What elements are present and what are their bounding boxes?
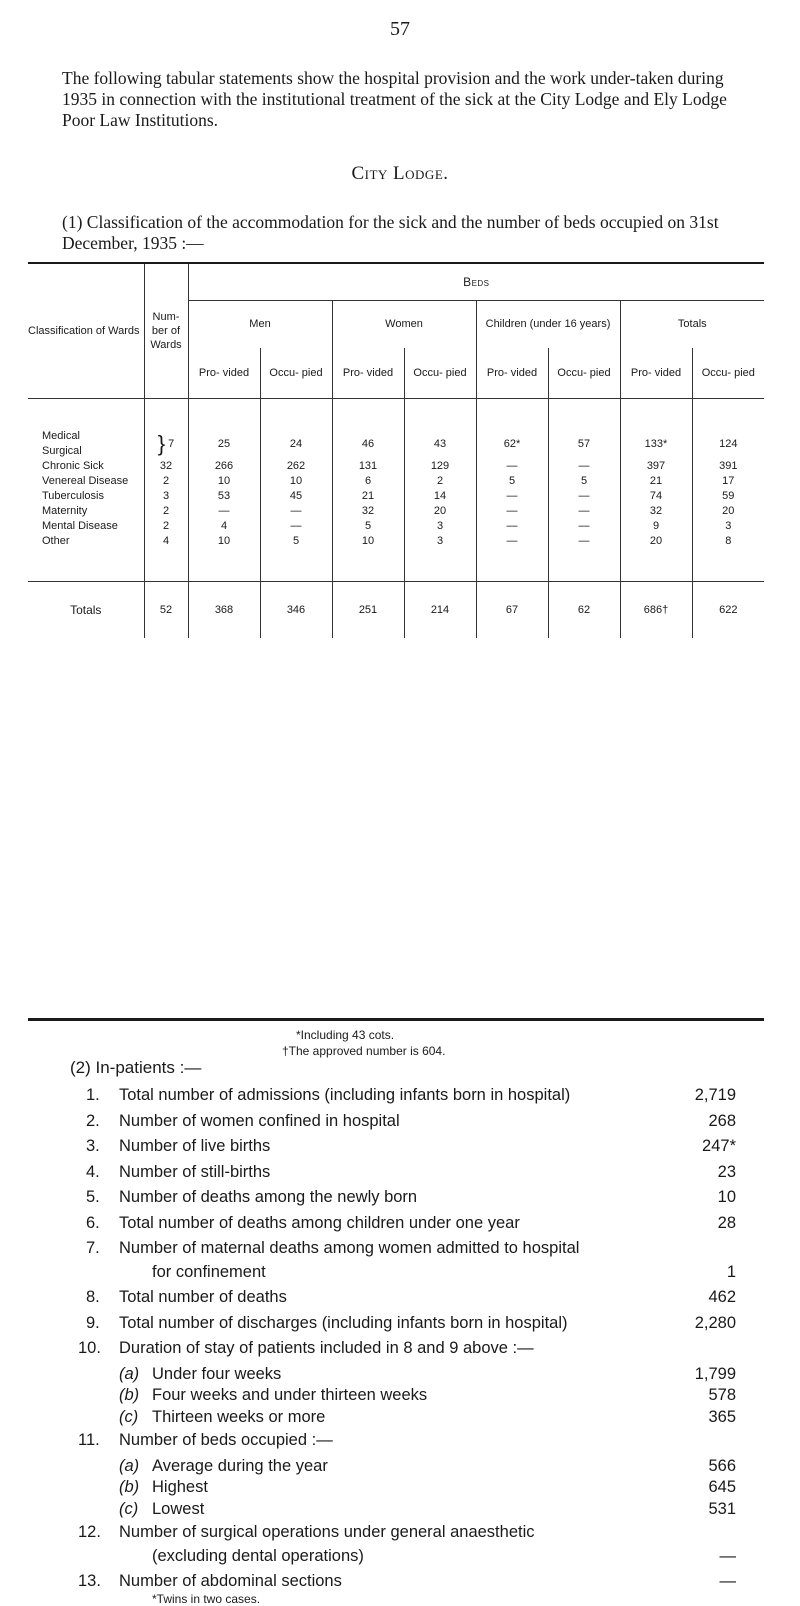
women-occupied: 43 (404, 429, 476, 459)
men-occupied: 5 (260, 534, 332, 549)
table-row (28, 459, 764, 474)
ward-count: 32 (144, 459, 188, 474)
footnote-cots: *Including 43 cots. (296, 1028, 395, 1042)
item-number: 8. (86, 1288, 100, 1306)
table-row (28, 474, 764, 489)
ward-name: Tuberculosis (42, 490, 104, 502)
totals-occupied: 3 (692, 519, 764, 534)
children-occupied: — (548, 489, 620, 504)
sub-item-text: Lowest (152, 1499, 205, 1518)
header-children-occupied: Occu- pied (548, 348, 620, 398)
table-row (28, 504, 764, 519)
sub-item-value: 531 (708, 1499, 736, 1518)
header-totals: Totals (620, 300, 764, 348)
men-occupied: — (260, 519, 332, 534)
item-text: Number of beds occupied :— (119, 1431, 333, 1449)
sub-item-value: 365 (708, 1407, 736, 1426)
totals-provided: 133* (620, 429, 692, 459)
children-provided: 62* (476, 429, 548, 459)
item-value: 268 (708, 1111, 736, 1130)
men-provided: 10 (188, 474, 260, 489)
item-number: 5. (86, 1188, 100, 1206)
beds-table (28, 264, 764, 638)
item-text: Total number of admissions (including infants born in hospital) (119, 1086, 571, 1104)
item-value: — (719, 1546, 736, 1565)
sub-item-label: (c) (119, 1499, 139, 1518)
item-number: 6. (86, 1213, 100, 1232)
sub-item-text: Four weeks and under thirteen weeks (152, 1386, 428, 1404)
item-number: 7. (86, 1239, 100, 1257)
table-bottom-rule (28, 1018, 764, 1021)
item-text: Number of live births (119, 1137, 271, 1155)
men-provided: 53 (188, 489, 260, 504)
item-text-continued: (excluding dental operations) (152, 1546, 364, 1565)
women-provided: 46 (332, 429, 404, 459)
item-text: Total number of deaths (119, 1288, 287, 1306)
men-occupied: — (260, 504, 332, 519)
totals-provided: 20 (620, 534, 692, 549)
item-value: 28 (717, 1213, 736, 1232)
totals-provided: 21 (620, 474, 692, 489)
header-children: Children (under 16 years) (476, 300, 620, 348)
header-totals-provided: Pro- vided (620, 348, 692, 398)
item-text: Number of abdominal sections (119, 1572, 342, 1590)
item-text: Total number of discharges (including infants born in hospital) (119, 1313, 568, 1332)
children-occupied: 5 (548, 474, 620, 489)
women-provided: 131 (332, 459, 404, 474)
item-value: 2,719 (694, 1086, 736, 1104)
totals-provided: 9 (620, 519, 692, 534)
ward-name: Mental Disease (42, 520, 118, 532)
women-provided: 5 (332, 519, 404, 534)
item-number: 11. (78, 1431, 100, 1449)
item-text-continued: for confinement (152, 1262, 266, 1281)
women-occupied: 14 (404, 489, 476, 504)
sub-item-text: Thirteen weeks or more (152, 1407, 326, 1426)
header-women-provided: Pro- vided (332, 348, 404, 398)
footnote-approved: †The approved number is 604. (282, 1044, 446, 1058)
children-occupied: 57 (548, 429, 620, 459)
table-row (28, 534, 764, 549)
totals-occupied: 59 (692, 489, 764, 504)
sub-item-text: Highest (152, 1478, 208, 1496)
women-occupied: 2 (404, 474, 476, 489)
men-occupied: 45 (260, 489, 332, 504)
ward-name: Venereal Disease (42, 475, 129, 487)
women-provided: 6 (332, 474, 404, 489)
table-row (28, 489, 764, 504)
ward-name: Maternity (42, 505, 88, 517)
children-provided: — (476, 489, 548, 504)
sub-item-text: Under four weeks (152, 1364, 282, 1383)
table-heading: (1) Classification of the accommodation for the sick and the number of beds occupied on 31st December, 1935 :— (62, 212, 719, 253)
women-occupied: 3 (404, 519, 476, 534)
item-value: 462 (708, 1288, 736, 1306)
children-provided: 67 (476, 582, 548, 638)
totals-row (28, 582, 764, 638)
children-provided: — (476, 519, 548, 534)
totals-occupied: 124 (692, 429, 764, 459)
women-provided: 32 (332, 504, 404, 519)
ward-count: 2 (144, 504, 188, 519)
children-provided: — (476, 459, 548, 474)
ward-count-value: 7 (168, 437, 175, 450)
totals-occupied: 391 (692, 459, 764, 474)
sub-item-text: Average during the year (152, 1456, 328, 1475)
children-occupied: — (548, 504, 620, 519)
header-children-provided: Pro- vided (476, 348, 548, 398)
women-occupied: 214 (404, 582, 476, 638)
header-number-of-wards: Num- ber of Wards (144, 264, 188, 398)
children-occupied: 62 (548, 582, 620, 638)
item-text: Number of still-births (119, 1162, 271, 1181)
sub-item-label: (a) (119, 1364, 140, 1383)
table-row (28, 429, 764, 444)
ward-count: 2 (144, 474, 188, 489)
item-value: 2,280 (694, 1313, 736, 1332)
item-number: 12. (78, 1523, 101, 1541)
totals-provided: 32 (620, 504, 692, 519)
item-text: Number of women confined in hospital (119, 1111, 400, 1130)
men-provided: 10 (188, 534, 260, 549)
table-row (28, 519, 764, 534)
header-women-occupied: Occu- pied (404, 348, 476, 398)
item-number: 9. (86, 1313, 100, 1332)
brace-glyph: } (157, 430, 166, 456)
item-text: Number of surgical operations under general anaesthetic (119, 1523, 535, 1541)
item-text: Total number of deaths among children under one year (119, 1213, 520, 1232)
children-occupied: — (548, 459, 620, 474)
children-occupied: — (548, 519, 620, 534)
sub-item-value: 1,799 (694, 1364, 736, 1383)
page-number: 57 (390, 18, 410, 40)
men-occupied: 10 (260, 474, 332, 489)
sub-item-label: (a) (119, 1456, 140, 1475)
men-provided: 25 (188, 429, 260, 459)
ward-count: 2 (144, 519, 188, 534)
ward-count: 52 (144, 582, 188, 638)
item-number: 13. (78, 1572, 101, 1590)
men-occupied: 24 (260, 429, 332, 459)
ward-name: Surgical (42, 445, 82, 457)
women-occupied: 3 (404, 534, 476, 549)
header-beds: Beds (188, 264, 764, 300)
totals-occupied: 20 (692, 504, 764, 519)
men-provided: 368 (188, 582, 260, 638)
sub-item-value: 645 (708, 1478, 736, 1496)
ward-name: Chronic Sick (42, 460, 104, 472)
ward-name: Other (42, 535, 70, 547)
totals-label: Totals (70, 603, 102, 617)
ward-count (144, 429, 188, 459)
children-provided: — (476, 534, 548, 549)
sub-item-value: 578 (708, 1386, 736, 1404)
children-occupied: — (548, 534, 620, 549)
children-provided: — (476, 504, 548, 519)
men-provided: — (188, 504, 260, 519)
totals-occupied: 8 (692, 534, 764, 549)
item-value: — (719, 1572, 736, 1590)
totals-occupied: 622 (692, 582, 764, 638)
item-number: 4. (86, 1162, 100, 1181)
section-title: City Lodge. (351, 163, 449, 184)
totals-occupied: 17 (692, 474, 764, 489)
inpatients-footnote: *Twins in two cases. (152, 1591, 261, 1606)
header-women: Women (332, 300, 476, 348)
item-text: Number of deaths among the newly born (119, 1188, 418, 1206)
sub-item-value: 566 (708, 1456, 736, 1475)
women-occupied: 20 (404, 504, 476, 519)
men-occupied: 346 (260, 582, 332, 638)
women-provided: 21 (332, 489, 404, 504)
header-men-provided: Pro- vided (188, 348, 260, 398)
sub-item-label: (b) (119, 1386, 140, 1404)
item-value: 23 (717, 1162, 736, 1181)
inpatients-heading: (2) In-patients :— (70, 1058, 202, 1077)
header-classification: Classification of Wards (28, 324, 140, 337)
women-occupied: 129 (404, 459, 476, 474)
women-provided: 10 (332, 534, 404, 549)
children-provided: 5 (476, 474, 548, 489)
totals-provided: 74 (620, 489, 692, 504)
totals-provided: 397 (620, 459, 692, 474)
men-provided: 4 (188, 519, 260, 534)
item-value: 247* (702, 1137, 736, 1155)
header-men-occupied: Occu- pied (260, 348, 332, 398)
item-number: 1. (86, 1086, 100, 1104)
header-men: Men (188, 300, 332, 348)
women-provided: 251 (332, 582, 404, 638)
ward-count: 4 (144, 534, 188, 549)
item-value: 1 (726, 1262, 736, 1281)
men-occupied: 262 (260, 459, 332, 474)
item-text: Duration of stay of patients included in 8 and 9 above :— (119, 1339, 534, 1357)
men-provided: 266 (188, 459, 260, 474)
ward-count: 3 (144, 489, 188, 504)
item-number: 2. (86, 1111, 100, 1130)
intro-paragraph: The following tabular statements show the hospital provision and the work under-taken during 1935 in connection with the institutional treatment of the sick at the City Lodge and Ely Lodge Poor Law Institutions. (62, 68, 727, 130)
item-number: 3. (86, 1137, 100, 1155)
item-number: 10. (78, 1339, 101, 1357)
sub-item-label: (c) (119, 1407, 139, 1426)
ward-name: Medical (42, 430, 80, 442)
item-value: 10 (717, 1188, 736, 1206)
totals-provided: 686† (620, 582, 692, 638)
header-totals-occupied: Occu- pied (692, 348, 764, 398)
item-text: Number of maternal deaths among women admitted to hospital (119, 1239, 580, 1257)
sub-item-label: (b) (119, 1478, 140, 1496)
